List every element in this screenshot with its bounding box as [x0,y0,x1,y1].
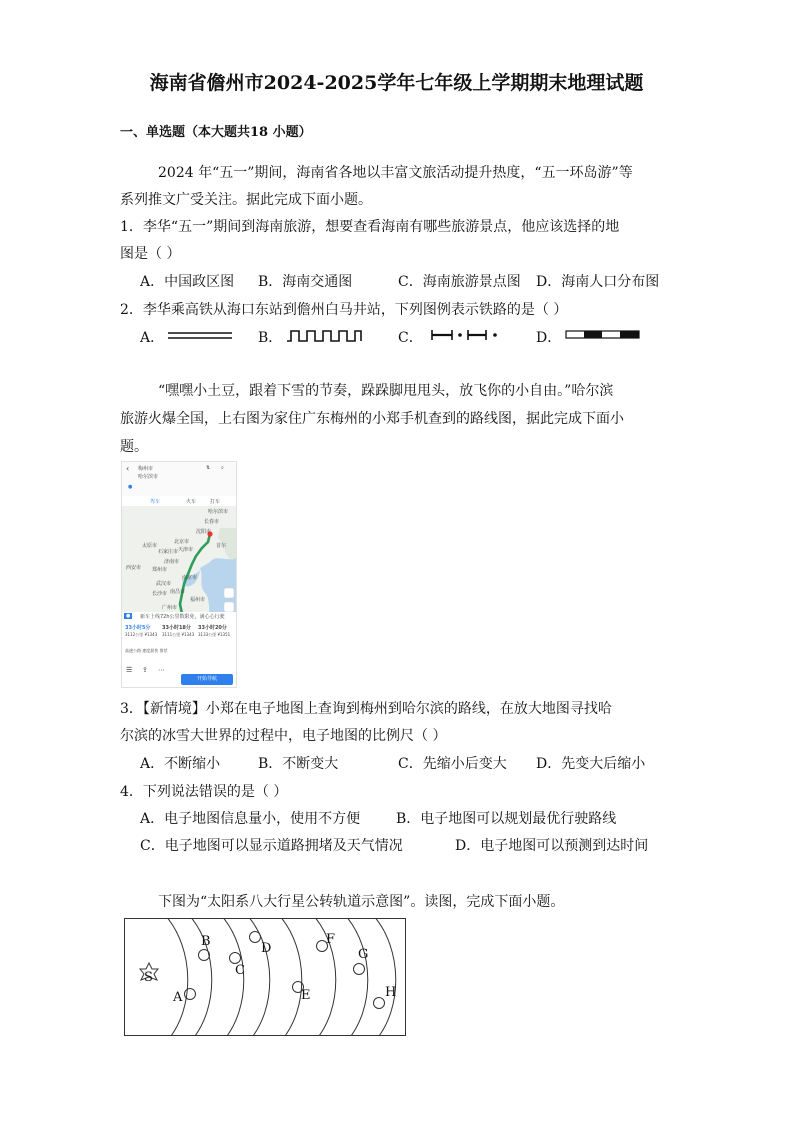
map-city-harbin: 哈尔滨市 [208,509,229,515]
map-city-taiyuan: 太原市 [142,543,158,549]
q1-option-d[interactable]: D．海南人口分布图 [536,274,660,290]
route-2-dist: 3111公里 ¥1343 [162,632,195,637]
q2-option-b-letter[interactable]: B． [258,330,283,346]
page-title: 海南省儋州市2024-2025学年七年级上学期期末地理试题 [149,72,644,94]
banner-tag-icon: ● [126,613,131,619]
q1-option-b[interactable]: B．海南交通图 [258,274,353,290]
search-icon: ⌕ [221,465,224,471]
map-city-guangzhou: 广州市 [162,605,178,611]
q2-option-c-symbol [430,328,500,342]
map-city-beijing: 北京市 [174,539,190,545]
phone-header [122,462,236,496]
tab-train[interactable]: 火车 [186,499,197,505]
q3-option-c[interactable]: C．先缩小后变大 [398,756,507,772]
map-city-nanchang: 南昌市 [170,589,186,595]
phone-from: 梅州市 [138,466,154,472]
map-city-changsha: 长沙市 [152,591,168,597]
route-note: 高速公路 速度最快 推荐 [125,648,168,653]
tab-drive[interactable]: 驾车 [150,499,161,505]
tab-taxi[interactable]: 打车 [210,499,221,505]
sun-label: S [144,970,153,985]
map-city-nanjing: 南京市 [182,575,198,581]
intro2-line1: “嘿嘿小土豆，跟着下雪的节奏，跺跺脚甩甩头，放飞你的小自由。”哈尔滨 [158,383,614,399]
solar-system-orbit-diagram [124,918,406,1036]
map-city-zhengzhou: 郑州市 [152,567,168,573]
planet-label-f: F [326,932,336,947]
q2-option-a-symbol [168,330,234,342]
map-city-tianjin: 天津市 [178,547,194,553]
phone-route-screenshot [121,461,237,688]
map-city-jinan: 济南市 [164,559,180,565]
route-mode-icon: ● [128,484,133,490]
q2-option-d-symbol [565,329,641,341]
intro1-line1: 2024 年“五一”期间，海南省各地以丰富文旅活动提升热度，“五一环岛游”等 [158,165,633,181]
route-share-icon[interactable]: ⇪ [142,666,148,674]
q4-option-c[interactable]: C．电子地图可以显示道路拥堵及天气情况 [140,838,403,854]
planet-label-d: D [261,941,272,956]
q4-option-d[interactable]: D．电子地图可以预测到达时间 [455,838,649,854]
intro1-line2: 系列推文广受关注。据此完成下面小题。 [120,192,372,208]
route-1-dist: 3112公里 ¥1343 [125,632,158,637]
planet-label-g: G [358,947,369,962]
back-icon: ‹ [126,464,130,473]
planet-label-b: B [201,934,211,949]
map-city-shenyang: 沈阳市 [196,529,212,535]
phone-tabs [122,496,236,506]
route-more-icon[interactable]: ⋯ [158,666,165,674]
q4-stem: 4．下列说法错误的是（ ） [120,784,288,800]
q1-stem-line2: 图是（ ） [120,246,181,262]
q3-option-a[interactable]: A．不断缩小 [140,756,221,772]
orbit-svg [125,919,406,1036]
intro2-line3: 题。 [120,439,148,455]
planet-label-a: A [173,990,183,1005]
map-city-fuzhou: 福州市 [190,597,206,603]
route-3-dist: 3133公里 ¥1351 [198,632,231,637]
map-city-changchun: 长春市 [204,519,220,525]
planet-label-e: E [301,988,311,1003]
q2-option-b-symbol [287,329,363,343]
q2-option-d-letter[interactable]: D． [536,330,562,346]
q4-option-b[interactable]: B．电子地图可以规划最优行驶路线 [396,811,617,827]
start-navigation-button[interactable]: 开始导航 [181,674,233,685]
intro3: 下图为“太阳系八大行星公转轨道示意图”。读图，完成下面小题。 [158,894,565,910]
planet-label-h: H [385,985,397,1000]
route-detail-icon[interactable]: ☰ [126,666,133,674]
map-city-wuhan: 武汉市 [156,581,172,587]
phone-to: 哈尔滨市 [138,474,159,480]
route-3-time[interactable]: 33小时20分 [198,625,227,631]
phone-banner: 新车上线72h公里数限免，满心心行驶 [140,614,225,620]
q2-option-a-letter[interactable]: A． [140,330,165,346]
q1-option-c[interactable]: C．海南旅游景点图 [398,274,521,290]
q1-stem-line1: 1．李华“五一”期间到海南旅游，想要查看海南有哪些旅游景点，他应该选择的地 [120,219,620,235]
section-heading: 一、单选题（本大题共18 小题） [120,125,312,140]
swap-icon: ⇅ [206,465,211,471]
q2-stem: 2．李华乘高铁从海口东站到儋州白马井站，下列图例表示铁路的是（ ） [120,302,568,318]
intro2-line2: 旅游火爆全国，上右图为家住广东梅州的小郑手机查到的路线图，据此完成下面小 [120,411,624,427]
q3-option-b[interactable]: B．不断变大 [258,756,339,772]
map-city-xian: 西安市 [126,565,142,571]
q4-option-a[interactable]: A．电子地图信息量小，使用不方便 [140,811,361,827]
route-1-time[interactable]: 33小时5分 [125,625,151,631]
q1-option-a[interactable]: A．中国政区图 [140,274,235,290]
map-city-shijiazhuang: 石家庄市 [158,549,179,555]
q3-option-d[interactable]: D．先变大后缩小 [536,756,646,772]
q3-stem-line1: 3．【新情境】小郑在电子地图上查询到梅州到哈尔滨的路线，在放大地图寻找哈 [120,701,612,717]
map-city-seoul: 首尔 [216,543,227,549]
planet-label-c: C [235,963,245,978]
q2-option-c-letter[interactable]: C． [398,330,423,346]
route-2-time[interactable]: 33小时18分 [162,625,191,631]
q3-stem-line2: 尔滨的冰雪大世界的过程中，电子地图的比例尺（ ） [120,728,447,744]
